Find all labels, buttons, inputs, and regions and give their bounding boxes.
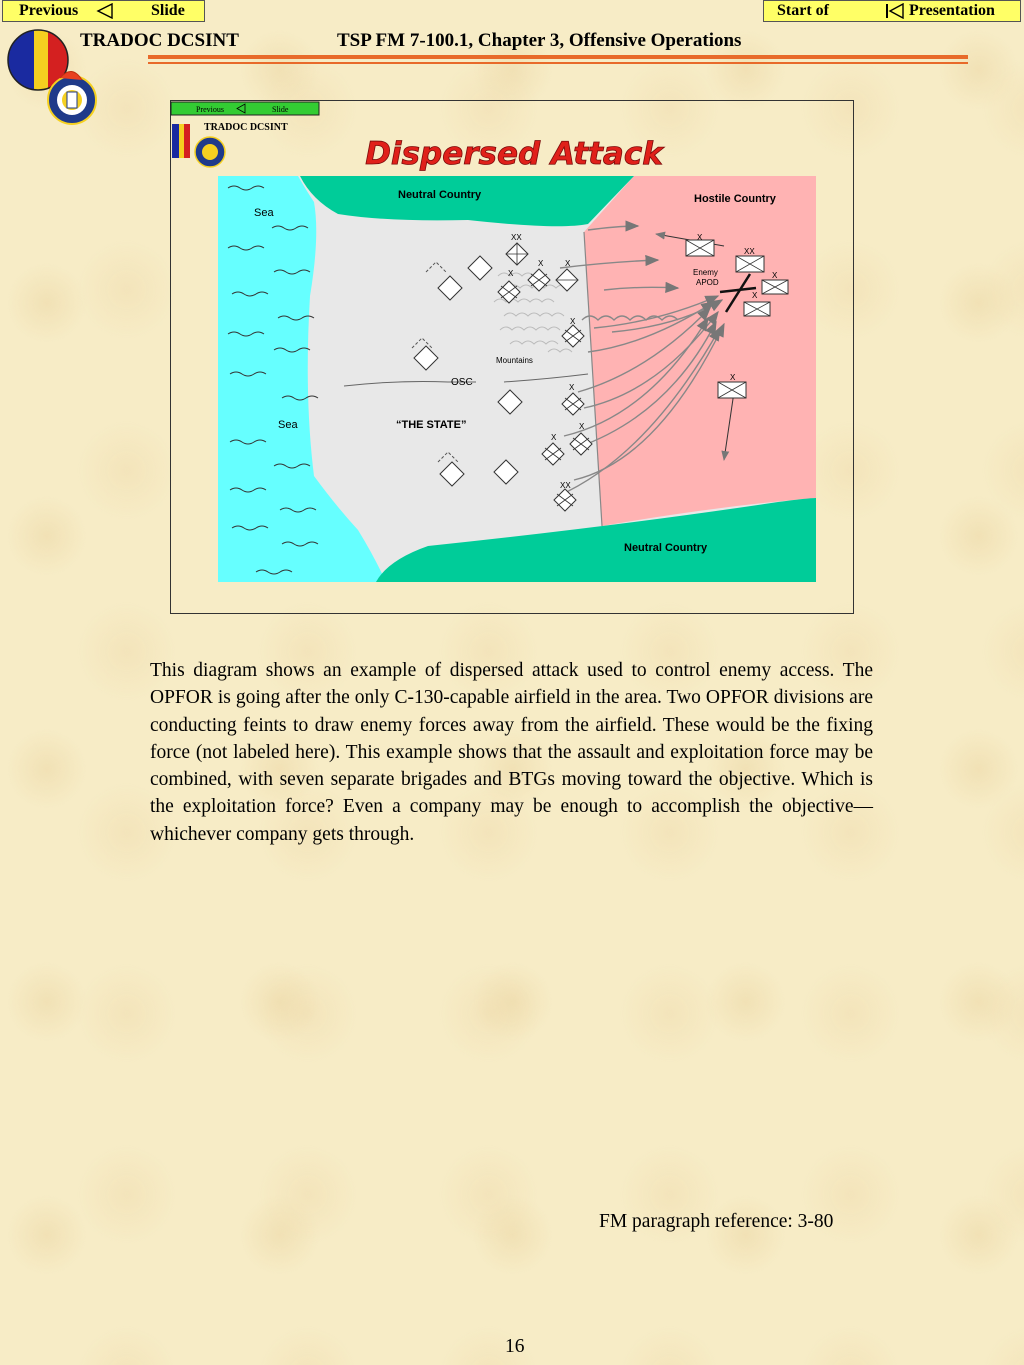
nav-start-of-label: Start of bbox=[777, 2, 829, 19]
echelon-brigade-5: X bbox=[569, 383, 575, 392]
label-the-state: “THE STATE” bbox=[396, 419, 467, 431]
slide-canvas bbox=[170, 100, 854, 614]
nav-previous-slide-button[interactable] bbox=[2, 0, 205, 22]
echelon-brigade-2: X bbox=[565, 259, 571, 268]
echelon-brigade-6: X bbox=[579, 422, 585, 431]
label-enemy: Enemy bbox=[693, 268, 718, 277]
echelon-brigade-1: X bbox=[538, 259, 544, 268]
fm-paragraph-reference: FM paragraph reference: 3-80 bbox=[599, 1211, 834, 1232]
echelon-brigade-4: X bbox=[570, 317, 576, 326]
header-org: TRADOC DCSINT bbox=[80, 30, 239, 51]
header-title: TSP FM 7-100.1, Chapter 3, Offensive Operations bbox=[337, 30, 742, 51]
slide-org: TRADOC DCSINT bbox=[204, 122, 288, 133]
slide-title: Dispersed Attack bbox=[365, 136, 663, 172]
nav-presentation-label: Presentation bbox=[909, 2, 995, 19]
nav-previous-label: Previous bbox=[19, 2, 79, 19]
echelon-division-north: XX bbox=[511, 233, 522, 242]
label-mountains: Mountains bbox=[496, 356, 533, 365]
label-apod: APOD bbox=[696, 278, 719, 287]
header-divider-thin bbox=[148, 62, 968, 64]
label-neutral-top: Neutral Country bbox=[398, 189, 482, 201]
echelon-enemy-brigade-2: X bbox=[772, 271, 778, 280]
header-divider bbox=[148, 55, 968, 59]
label-sea-bottom: Sea bbox=[278, 419, 298, 431]
body-paragraph: This diagram shows an example of dispersed attack used to control enemy access. The OPFOR is going after the only C-130-capable airfield in the area. Two OPFOR divisions are conducting feints to draw enemy forces away from the airfield. These would be the fixing force (not labeled here). This example shows that the assault and exploitation force may be combined, with seven separate brigades and BTGs moving toward the objective. Which is the exploitation force? Even a company may be enough to accomplish the objective—whichever company gets through. bbox=[150, 660, 873, 845]
nav-slide-label: Slide bbox=[151, 2, 185, 19]
label-sea-top: Sea bbox=[254, 207, 274, 219]
echelon-enemy-brigade-4: X bbox=[730, 373, 736, 382]
echelon-brigade-3: X bbox=[508, 269, 514, 278]
echelon-enemy-division: XX bbox=[744, 247, 755, 256]
label-hostile-country: Hostile Country bbox=[694, 193, 776, 205]
echelon-enemy-brigade-1: X bbox=[697, 233, 703, 242]
slide-nav-previous: Previous bbox=[196, 105, 224, 114]
echelon-brigade-7: X bbox=[551, 433, 557, 442]
page-number: 16 bbox=[505, 1336, 525, 1357]
slide-nav-slide: Slide bbox=[272, 105, 289, 114]
label-osc: OSC bbox=[451, 377, 473, 388]
label-neutral-bottom: Neutral Country bbox=[624, 542, 708, 554]
echelon-division-south: XX bbox=[560, 481, 571, 490]
echelon-enemy-brigade-3: X bbox=[752, 291, 758, 300]
nav-start-presentation-button[interactable] bbox=[763, 0, 1021, 22]
skip-to-start-icon bbox=[885, 3, 905, 19]
slide-frame bbox=[170, 100, 854, 614]
triangle-left-icon bbox=[96, 3, 114, 19]
